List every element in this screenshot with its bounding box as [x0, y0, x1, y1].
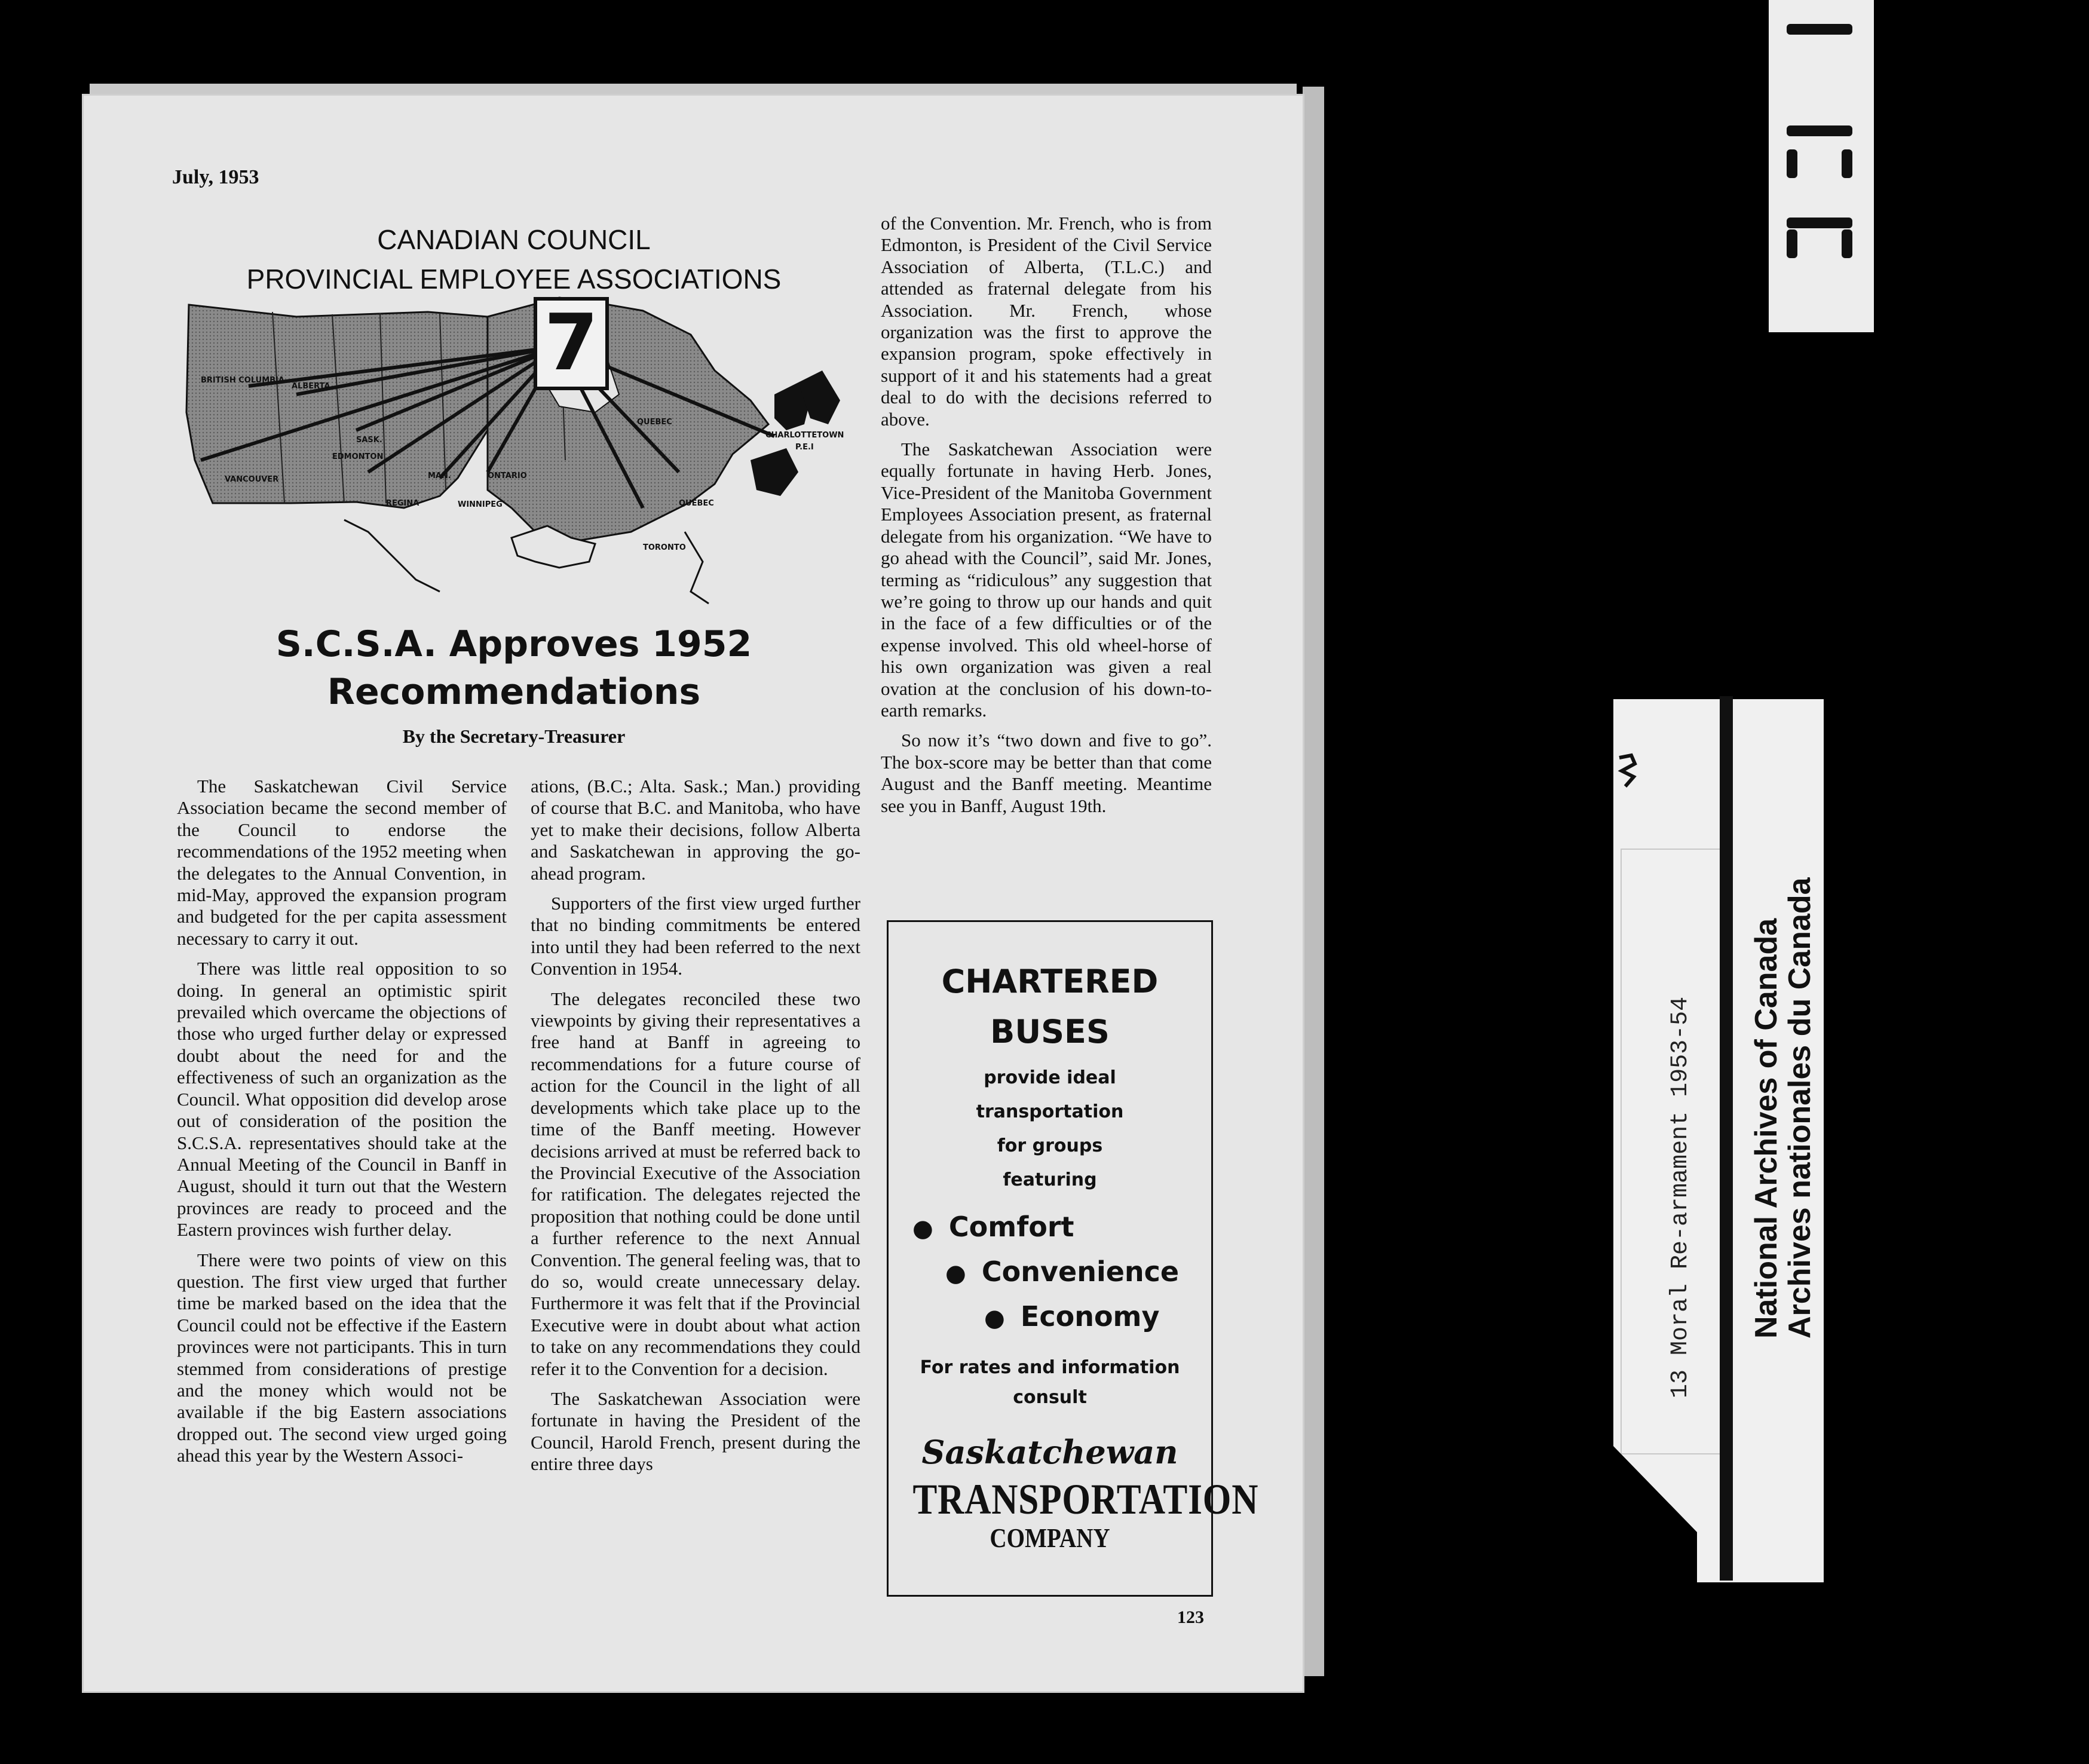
map-label-charlottetown: CHARLOTTETOWN: [765, 431, 844, 440]
map-label-quebec-province: QUEBEC: [637, 418, 672, 427]
paragraph: The Saskatchewan Civil Service Association became the second member of the Council to endorse the recommendations of the 1952 meeting when the delegates to the Annual Convention, in mid-May, approved the expansion program and budgeted for the per capita assessment necessary to carry it out.: [177, 776, 507, 949]
map-label-sask: SASK.: [356, 436, 382, 445]
page-number: 123: [1177, 1607, 1204, 1627]
ad-heading-line1: CHARTERED: [941, 963, 1159, 1000]
issue-date: July, 1953: [172, 166, 259, 188]
ad-feature-item: ● Economy: [984, 1300, 1160, 1333]
map-label-man: MAN.: [428, 471, 451, 480]
map-label-toronto: TORONTO: [643, 543, 686, 552]
map-label-british-columbia: BRITISH COLUMBIA: [201, 376, 284, 385]
archive-file-reference: 13 Moral Re-armament 1953-54: [1667, 996, 1694, 1398]
map-badge-number: 7: [544, 297, 599, 388]
ad-feature-item: ● Convenience: [945, 1255, 1180, 1288]
ad-sub-line: featuring: [1003, 1169, 1097, 1190]
ad-consult-text: For rates and information consult: [920, 1357, 1180, 1408]
paragraph: So now it’s “two down and five to go”. The box-score may be better than that come August and the Banff meeting. Meantime see you in Banff, August 19th.: [881, 730, 1212, 816]
ad-company-name: TRANSPORTATION: [912, 1475, 1259, 1523]
map-label-regina: REGINA: [386, 499, 419, 508]
map-label-winnipeg: WINNIPEG: [458, 500, 503, 509]
bullet-icon: ●: [984, 1304, 1005, 1332]
paragraph: There was little real opposition to so doing. In general an optimistic spirit prevailed which overcame the objections of those who urged further delay or expressed doubt about the need for and the effectiveness of such an organization as the Council. What opposition did develop arose out of consideration of the position the S.C.S.A. representatives should take at the Annual Meeting of the Council in Banff in August, should it turn out that the Western provinces are ready to proceed and the Eastern provinces wish further delay.: [177, 958, 507, 1241]
archive-institution-name: [1750, 877, 1817, 1339]
map-label-pei: P.E.I: [795, 443, 814, 452]
map-label-quebec-city: QUEBEC: [679, 499, 714, 508]
institution-en: National Archives of Canada: [1749, 918, 1784, 1339]
map-label-vancouver: VANCOUVER: [225, 475, 279, 484]
ad-sub-line: transportation: [976, 1101, 1124, 1122]
article-byline: By the Secretary-Treasurer: [402, 725, 626, 747]
ad-heading-line2: BUSES: [990, 1013, 1110, 1051]
paragraph: ations, (B.C.; Alta. Sask.; Man.) providing of course that B.C. and Manitoba, who have yet to make their decisions, follow Alberta and Saskatchewan in approving the go-ahead program.: [531, 776, 860, 884]
map-label-ontario: ONTARIO: [488, 471, 527, 480]
page-stack-edge-right: [1303, 87, 1324, 1676]
ad-feature-item: ● Comfort: [912, 1211, 1074, 1243]
headline-line2: Recommendations: [327, 671, 701, 713]
microfilm-frame-marker: [1769, 0, 1874, 332]
article-column-1: [177, 776, 507, 1475]
paragraph: The Saskatchewan Association were fortunate in having the President of the Council, Harold French, present during the entire three days: [531, 1388, 860, 1475]
bullet-icon: ●: [945, 1260, 966, 1287]
headline-line1: S.C.S.A. Approves 1952: [275, 623, 752, 665]
ad-heading: [889, 957, 1211, 1057]
paragraph: There were two points of view on this question. The first view urged that further time be marked based on the idea that the Council could not be effective if the Eastern provinces were not participants. This in turn stemmed from considerations of prestige and the money which would not be available if the big Eastern associations dropped out. The second view urged going ahead this year by the Western Associ-: [177, 1249, 507, 1466]
institution-fr: Archives nationales du Canada: [1782, 877, 1817, 1339]
canada-map: [177, 281, 856, 615]
map-label-edmonton: EDMONTON: [332, 452, 384, 461]
ad-sub-line: for groups: [997, 1135, 1103, 1156]
article-column-2: [531, 776, 860, 1484]
paragraph: of the Convention. Mr. French, who is from Edmonton, is President of the Civil Service Association of Alberta, (T.L.C.) and attended as fraternal delegate from his Association. Mr. French, whose organization was the first to approve the expansion program, spoke effectively in support of it and his statements had a great deal to do with the decisions referred to above.: [881, 213, 1212, 430]
article-column-3: [881, 213, 1212, 825]
ad-company-script: Saskatchewan: [921, 1433, 1178, 1471]
handwritten-mark-icon: [1613, 753, 1642, 789]
ad-sub-line: provide ideal: [984, 1067, 1116, 1088]
map-label-alberta: ALBERTA: [292, 382, 330, 391]
ad-subtext: [889, 1061, 1211, 1197]
ad-feature-list: [889, 1205, 1211, 1340]
council-title-line2: PROVINCIAL EMPLOYEE ASSOCIATIONS: [246, 264, 782, 295]
paragraph: The delegates reconciled these two viewpoints by giving their representatives a free hand at Banff in agreeing to recommendations for a future course of action for the Council in the light of all developments which take place up to the time of the Banff meeting. However decisions arrived at must be referred back to the Provincial Executive of the Association for ratification. The delegates rejected the proposition that nothing could be done until a further reference to the next Annual Convention. The general feeling was, that to do so, would create unnecessary delay. Furthermore it was felt that if the Provincial Executive were in doubt about what action to take on any recommendations they could refer it to the Convention for a decision.: [531, 988, 860, 1379]
bullet-icon: ●: [912, 1215, 933, 1242]
ad-company-suffix: COMPANY: [990, 1523, 1110, 1553]
paragraph: Supporters of the first view urged further that no binding commitments be entered into until they had been referred to the next Convention in 1954.: [531, 893, 860, 979]
council-title-line1: CANADIAN COUNCIL: [377, 224, 651, 255]
article-headline: [179, 620, 849, 716]
paragraph: The Saskatchewan Association were equally fortunate in having Herb. Jones, Vice-President of the Manitoba Government Employees Association present, as fraternal delegate from his organization. “We have to go ahead with the Council”, said Mr. Jones, terming as “ridiculous” any suggestion that we’re going to throw up our hands and quit in the face of a few difficulties or of the expense involved. This old wheel-horse of his own organization was given a real ovation at the conclusion of his down-to-earth remarks.: [881, 439, 1212, 721]
bus-advertisement: [887, 920, 1259, 1597]
archive-label-divider: [1720, 696, 1733, 1581]
